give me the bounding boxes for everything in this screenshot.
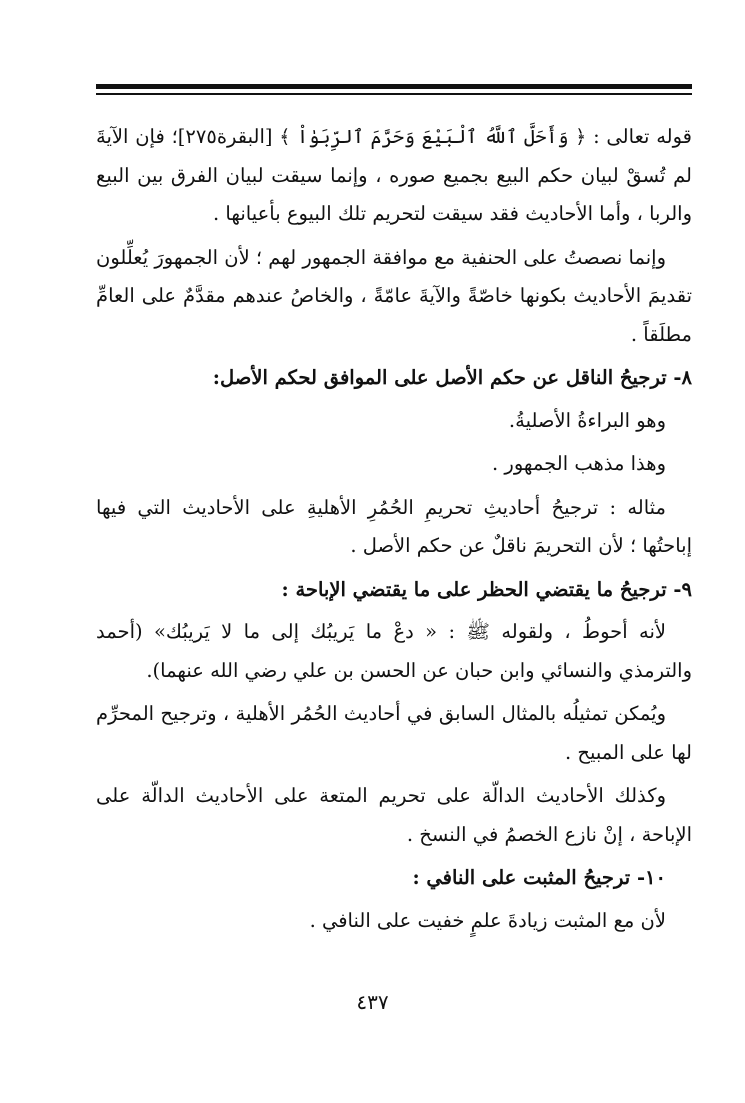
heading-rule-9: ٩- ترجيحُ ما يقتضي الحظر على ما يقتضي الإباحة : xyxy=(281,577,692,601)
page-body xyxy=(96,118,692,945)
verse-explanation: [البقرة٢٧٥]؛ فإن الآيةَ لم تُسقْ لبيان حكم البيع بجميع صوره ، وإنما سيقت لبيان الفرق بين البيع والربا ، وأما الأحاديث فقد سيقت لتحريم تلك البيوع بأعيانها . xyxy=(96,125,692,225)
paragraph-verse-explanation xyxy=(96,118,692,234)
heading-rule-8: ٨- ترجيحُ الناقل عن حكم الأصل على الموافق لحكم الأصل: xyxy=(212,366,692,389)
verse-intro: قوله تعالى : xyxy=(586,125,692,148)
rule-9-example: ويُمكن تمثيلُه بالمثال السابق في أحاديث الحُمُر الأهلية ، وترجيح المحرِّم لها على المبيح . xyxy=(96,702,692,764)
header-rule-thick xyxy=(96,84,692,89)
rule-9-reason: لأنه أحوطُ ، ولقوله ﷺ : « دعْ ما يَريبُك إلى ما لا يَريبُك» (أحمد والترمذي والنسائي وابن حبان عن الحسن بن علي رضي الله عنهما). xyxy=(96,620,692,682)
quran-verse: ﴿ وَأَحَلَّ ٱللَّهُ ٱلْبَيْعَ وَحَرَّمَ ٱلرِّبَوٰاْ ﴾ xyxy=(279,126,587,148)
paragraph-hanafi-note: وإنما نصصتُ على الحنفية مع موافقة الجمهور لهم ؛ لأن الجمهورَ يُعلِّلون تقديمَ الأحاديث بكونها خاصّةً والآيةَ عامّةً ، والخاصُ عندهم مقدَّمٌ على العامِّ مطلَقاً . xyxy=(96,245,692,346)
rule-8-example: مثاله : ترجيحُ أحاديثِ تحريمِ الحُمُرِ الأهليةِ على الأحاديث التي فيها إباحتُها ؛ لأن التحريمَ ناقلٌ عن حكم الأصل . xyxy=(96,495,692,557)
heading-rule-10: ١٠- ترجيحُ المثبت على النافي : xyxy=(412,866,666,889)
header-rule-thin xyxy=(96,93,692,95)
rule-9-mutah: وكذلك الأحاديث الدالّة على تحريم المتعة على الأحاديث الدالّة على الإباحة ، إنْ نازع الخصمُ في النسخ . xyxy=(96,784,692,846)
page-number: ٤٣٧ xyxy=(356,990,389,1014)
rule-8-majority: وهذا مذهب الجمهور . xyxy=(492,452,666,475)
rule-8-definition: وهو البراءةُ الأصليةُ. xyxy=(508,408,666,432)
rule-10-reason: لأن مع المثبت زيادةَ علمٍ خفيت على النافي . xyxy=(309,908,666,932)
